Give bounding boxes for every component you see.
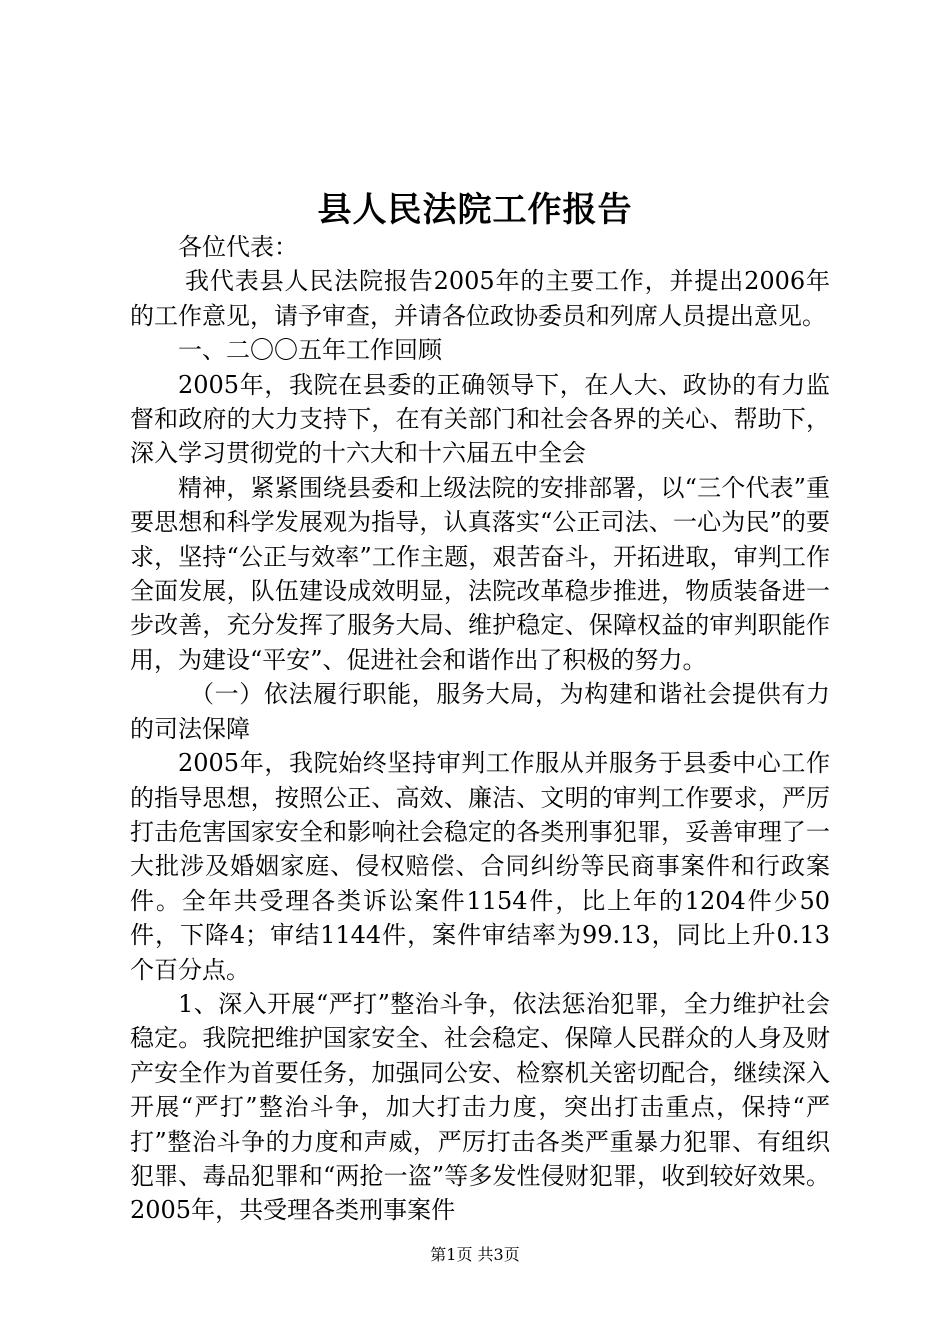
salutation-paragraph: 各位代表： bbox=[178, 233, 298, 261]
review-paragraph: 2005年，我院在县委的正确领导下，在人大、政协的有力监督和政府的大力支持下，在有关部门和社会各界的关心、帮助下，深入学习贯彻党的十六大和十六届五中全会 bbox=[130, 370, 830, 468]
section-heading: 一、二〇〇五年工作回顾 bbox=[178, 336, 442, 365]
document-body bbox=[130, 230, 830, 1228]
document-title: 县人民法院工作报告 bbox=[317, 190, 633, 230]
review-continued-paragraph: 精神，紧紧围绕县委和上级法院的安排部署，以“三个代表”重要思想和科学发展观为指导，认真落实“公正司法、一心为民”的要求，坚持“公正与效率”工作主题，艰苦奋斗，开拓进取，审判工作全面发展，队伍建设成效明显，法院改革稳步推进，物质装备进一步改善，充分发挥了服务大局、维护稳定、保障权益的审判职能作用，为建设“平安”、促进社会和谐作出了积极的努力。 bbox=[130, 473, 830, 674]
subsection-heading: （一）依法履行职能，服务大局，为构建和谐社会提供有力的司法保障 bbox=[130, 680, 830, 743]
cases-paragraph: 2005年，我院始终坚持审判工作服从并服务于县委中心工作的指导思想，按照公正、高效、廉洁、文明的审判工作要求，严厉打击危害国家安全和影响社会稳定的各类刑事犯罪，妥善审理了一大批涉及婚姻家庭、侵权赔偿、合同纠纷等民商事案件和行政案件。全年共受理各类诉讼案件1154件，比上年的1204件少50件，下降4；审结1144件，案件审结率为99.13，同比上升0.13个百分点。 bbox=[130, 749, 830, 984]
strike-hard-paragraph: 1、深入开展“严打”整治斗争，依法惩治犯罪，全力维护社会稳定。我院把维护国家安全、社会稳定、保障人民群众的人身及财产安全作为首要任务，加强同公安、检察机关密切配合，继续深入开展“严打”整治斗争，加大打击力度，突出打击重点，保持“严打”整治斗争的力度和声威，严厉打击各类严重暴力犯罪、有组织犯罪、毒品犯罪和“两抢一盗”等多发性侵财犯罪，收到较好效果。2005年，共受理各类刑事案件 bbox=[130, 989, 830, 1225]
page-footer: 第1页 共3页 bbox=[430, 1245, 520, 1264]
intro-paragraph: 我代表县人民法院报告2005年的主要工作，并提出2006年的工作意见，请予审查，并请各位政协委员和列席人员提出意见。 bbox=[130, 267, 830, 330]
